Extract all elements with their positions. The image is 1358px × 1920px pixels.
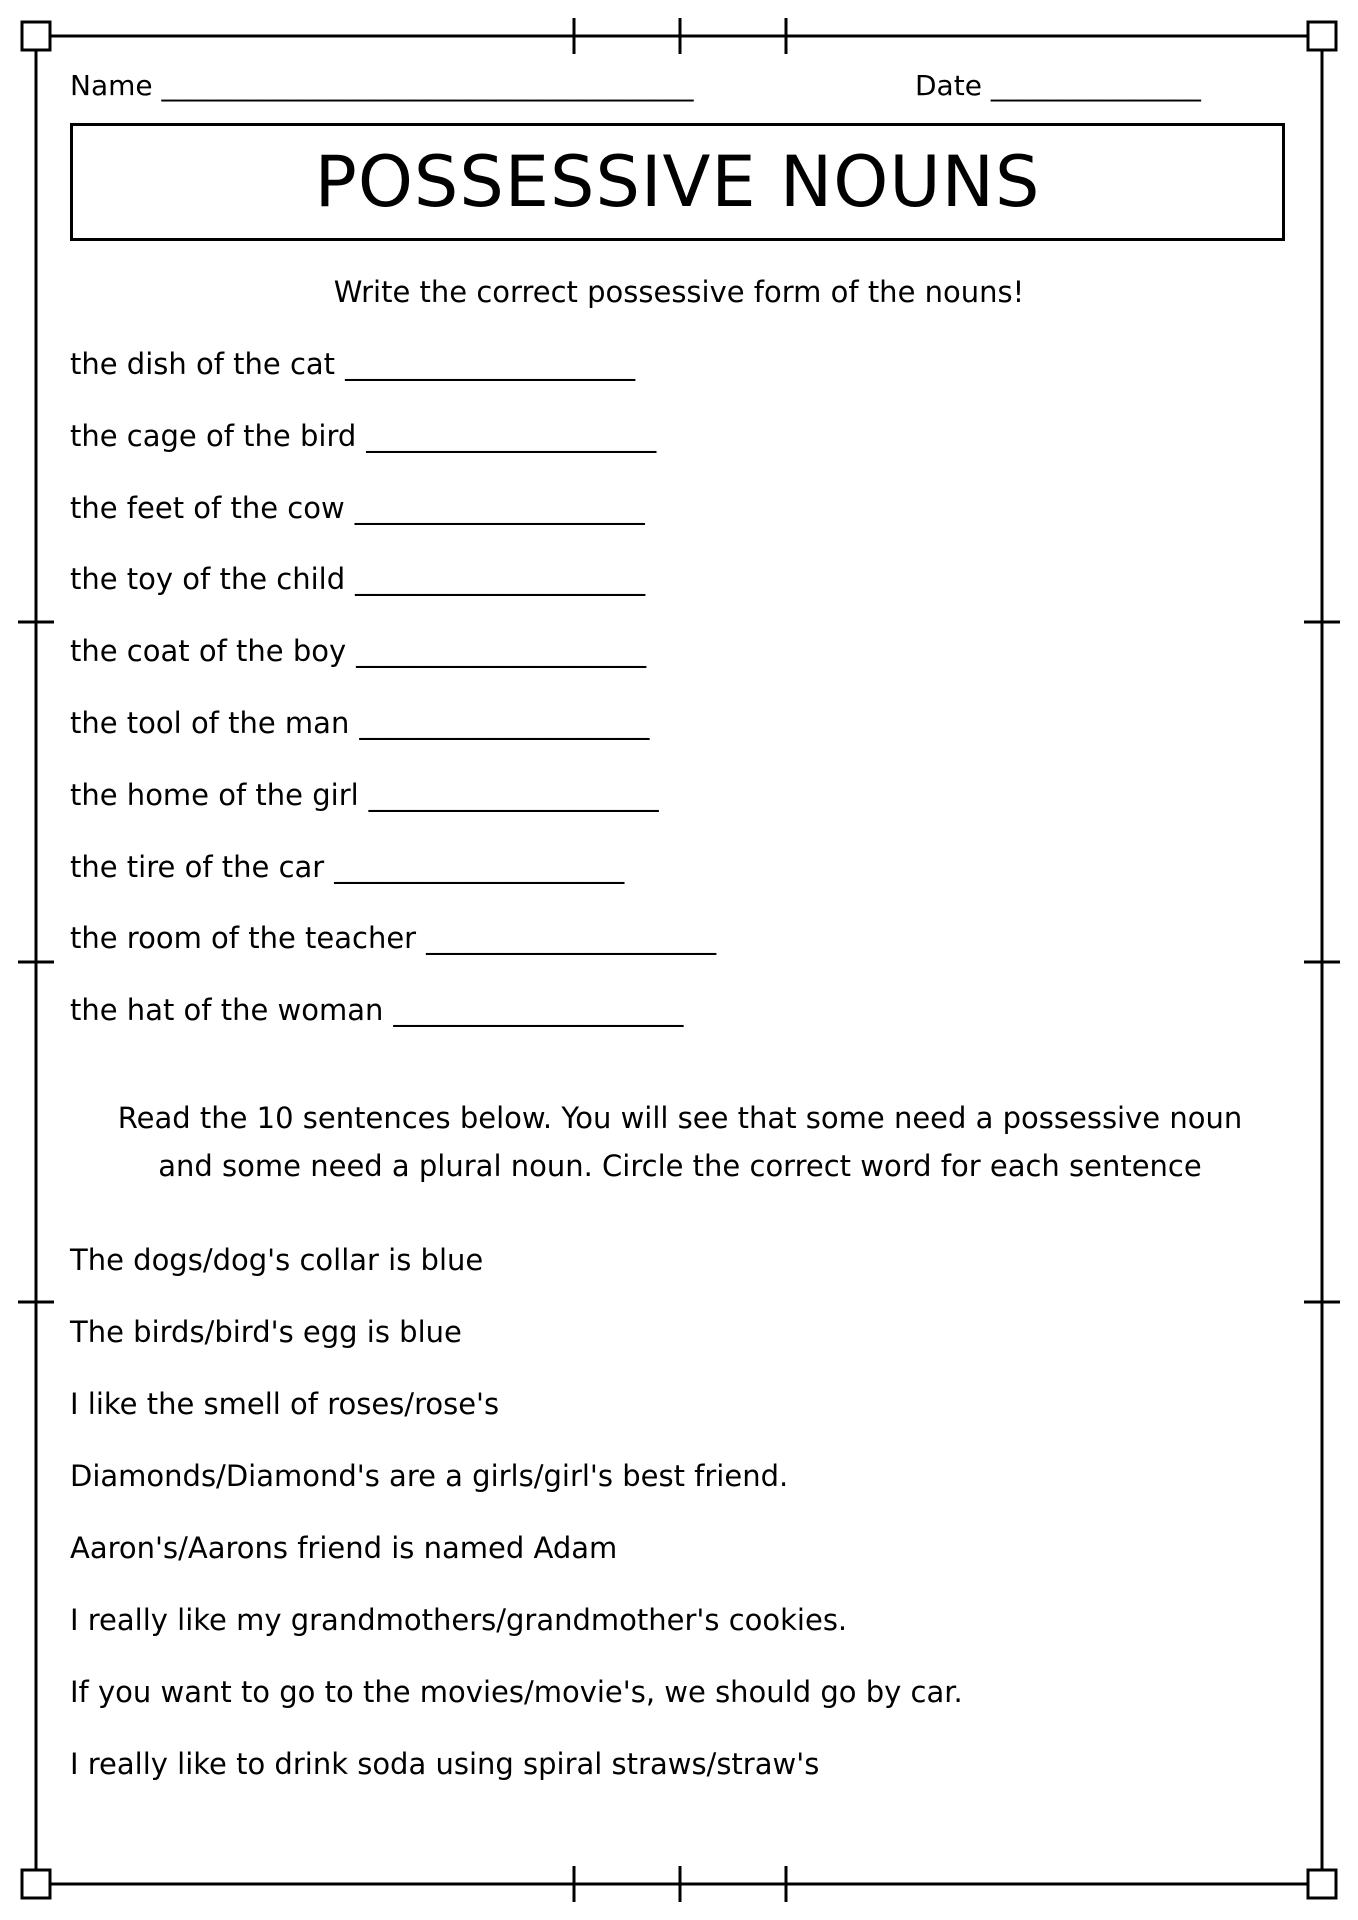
noun-item bbox=[70, 416, 656, 456]
noun-item bbox=[70, 703, 649, 743]
sentence-item[interactable]: Aaron's/Aarons friend is named Adam bbox=[70, 1531, 618, 1565]
sentence-item[interactable]: The dogs/dog's collar is blue bbox=[70, 1243, 484, 1277]
noun-item bbox=[70, 344, 635, 384]
noun-item-label: the home of the girl bbox=[70, 777, 359, 812]
answer-blank[interactable]: ____________________ bbox=[356, 634, 647, 669]
answer-blank[interactable]: ____________________ bbox=[334, 849, 625, 884]
answer-blank[interactable]: ____________________ bbox=[359, 706, 650, 740]
sentence-item[interactable]: Diamonds/Diamond's are a girls/girl's best friend. bbox=[70, 1459, 789, 1493]
noun-item bbox=[70, 847, 624, 887]
answer-blank[interactable]: ____________________ bbox=[345, 347, 636, 381]
answer-blank[interactable]: ____________________ bbox=[366, 418, 657, 453]
title-box bbox=[70, 123, 1285, 241]
noun-item-label: the hat of the woman bbox=[70, 993, 384, 1028]
sentence-item[interactable]: I really like to drink soda using spiral straws/straw's bbox=[70, 1747, 820, 1781]
page-title: POSSESSIVE NOUNS bbox=[314, 141, 1041, 223]
noun-item-label: the cage of the bird bbox=[70, 418, 357, 453]
noun-item-label: the feet of the cow bbox=[70, 490, 345, 525]
sentence-item[interactable]: The birds/bird's egg is blue bbox=[70, 1315, 462, 1349]
answer-blank[interactable]: ____________________ bbox=[426, 921, 717, 956]
part1-instruction: Write the correct possessive form of the nouns! bbox=[333, 275, 1025, 309]
noun-item-label: the toy of the child bbox=[70, 562, 346, 597]
sentence-item[interactable]: I really like my grandmothers/grandmother's cookies. bbox=[70, 1603, 848, 1637]
noun-item bbox=[70, 775, 659, 815]
noun-item-label: the room of the teacher bbox=[70, 921, 417, 956]
noun-item bbox=[70, 559, 645, 599]
noun-item-label: the dish of the cat bbox=[70, 347, 336, 381]
answer-blank[interactable]: ____________________ bbox=[354, 490, 645, 525]
part2-instruction: Read the 10 sentences below. You will see that some need a possessive noun and some need a plural noun. Circle the correct word for each sentence bbox=[117, 1101, 1243, 1183]
noun-item-label: the coat of the boy bbox=[70, 634, 347, 669]
answer-blank[interactable]: ____________________ bbox=[368, 777, 659, 812]
noun-item-label: the tire of the car bbox=[70, 849, 325, 884]
answer-blank[interactable]: ____________________ bbox=[355, 562, 646, 597]
name-field[interactable]: Name ______________________________________ bbox=[70, 69, 694, 102]
noun-item bbox=[70, 990, 683, 1030]
date-field[interactable]: Date _______________ bbox=[915, 69, 1201, 102]
noun-item bbox=[70, 918, 716, 958]
sentence-item[interactable]: I like the smell of roses/rose's bbox=[70, 1387, 500, 1421]
noun-item-label: the tool of the man bbox=[70, 706, 350, 740]
sentence-item[interactable]: If you want to go to the movies/movie's, we should go by car. bbox=[70, 1675, 963, 1709]
answer-blank[interactable]: ____________________ bbox=[393, 993, 684, 1028]
noun-item bbox=[70, 488, 645, 528]
noun-item bbox=[70, 631, 646, 671]
